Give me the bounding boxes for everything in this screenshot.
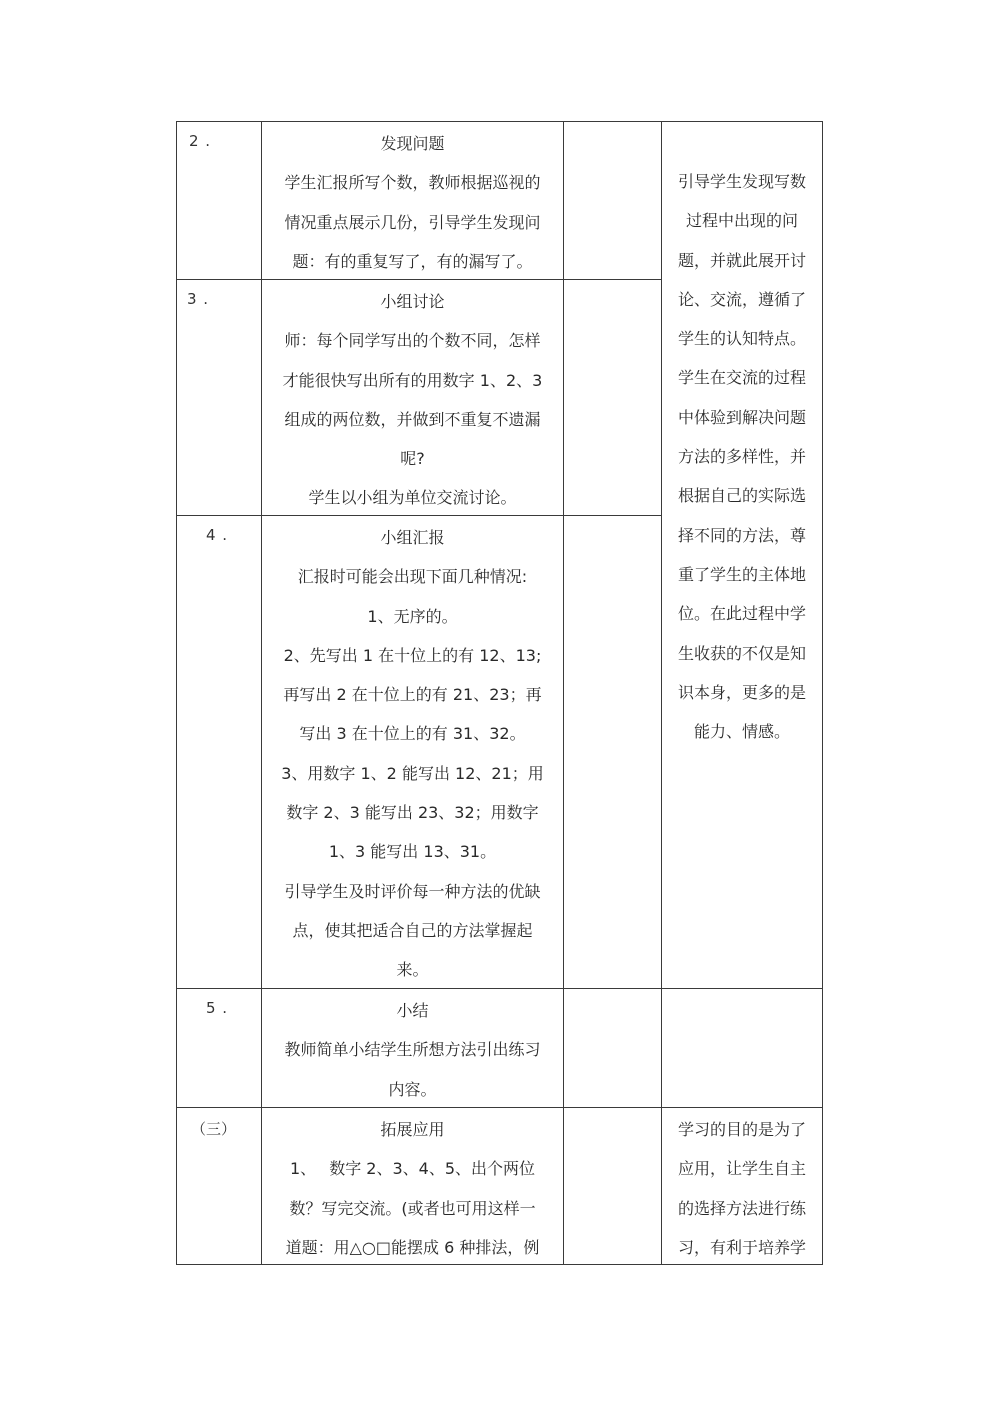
- content-line: 引导学生及时评价每一种方法的优缺: [284, 881, 541, 901]
- row-number: 5 .: [206, 999, 229, 1017]
- row-2-content-cell: [262, 122, 564, 280]
- row-title: 发现问题: [380, 134, 445, 153]
- row-5-content-cell: [262, 989, 564, 1108]
- content-line: 1、3 能写出 13、31。: [328, 842, 497, 862]
- row-2-number-cell: [177, 122, 262, 280]
- content-line: 学生汇报所写个数，教师根据巡视的: [284, 173, 541, 193]
- content-line: 数？写完交流。(或者也可用这样一: [289, 1198, 536, 1218]
- row-content: [262, 280, 563, 518]
- notes-cell-rows-2-4: [662, 122, 822, 989]
- notes-cell-row-5: [662, 989, 822, 1108]
- row-3rd-section-blank-cell: [564, 1108, 662, 1264]
- row-2-blank-cell: [564, 122, 662, 280]
- note-line: 题，并就此展开讨: [677, 250, 806, 270]
- note-line: 位。在此过程中学: [677, 604, 806, 624]
- row-3-content-cell: [262, 280, 564, 516]
- content-line: 再写出 2 在十位上的有 21、23；再: [283, 685, 542, 705]
- note-line: 论、交流，遵循了: [677, 289, 806, 309]
- notes-cell-3rd-section: [662, 1108, 822, 1264]
- content-line: 2、先写出 1 在十位上的有 12、13;: [283, 645, 542, 665]
- note-line: 过程中出现的问: [685, 211, 798, 231]
- content-line: 写出 3 在十位上的有 31、32。: [299, 724, 526, 744]
- row-3rd-section-number-cell: [177, 1108, 262, 1264]
- note-line: 择不同的方法，尊: [677, 525, 806, 545]
- row-number: 3 .: [187, 290, 210, 308]
- note-line: 生收获的不仅是知: [677, 643, 806, 663]
- content-line: 数字 2、3 能写出 23、32；用数字: [286, 803, 539, 823]
- row-4-blank-cell: [564, 516, 662, 989]
- content-line: 组成的两位数，并做到不重复不遗漏: [284, 409, 541, 429]
- row-3rd-section-content-cell: [262, 1108, 564, 1264]
- content-line: 学生以小组为单位交流讨论。: [308, 488, 517, 508]
- note-line: 学生在交流的过程: [677, 368, 806, 388]
- note-line: 习，有利于培养学: [677, 1237, 806, 1257]
- content-line: 来。: [396, 960, 429, 980]
- row-5-number-cell: [177, 989, 262, 1108]
- row-content: [262, 122, 563, 281]
- row-content: [262, 516, 563, 990]
- row-title: 小组讨论: [380, 292, 445, 311]
- content-line: 1、 数字 2、3、4、5、出个两位: [289, 1159, 536, 1179]
- row-5-blank-cell: [564, 989, 662, 1108]
- note-line: 引导学生发现写数: [677, 172, 806, 191]
- content-line: 才能很快写出所有的用数字 1、2、3: [282, 370, 543, 390]
- note-line: 方法的多样性，并: [677, 447, 806, 467]
- row-number: 2 .: [189, 132, 212, 150]
- content-line: 道题：用△○□能摆成 6 种排法，例: [285, 1237, 540, 1257]
- note-line: 应用，让学生自主: [677, 1159, 806, 1179]
- row-content: [262, 989, 563, 1109]
- row-4-number-cell: [177, 516, 262, 989]
- note-line: 中体验到解决问题: [677, 407, 806, 427]
- content-line: 师：每个同学写出的个数不同，怎样: [284, 331, 541, 351]
- note-line: 学习的目的是为了: [677, 1120, 806, 1139]
- note-line: 识本身，更多的是: [677, 682, 806, 702]
- content-line: 内容。: [388, 1079, 437, 1099]
- row-title: 小结: [396, 1001, 429, 1020]
- content-line: 点，使其把适合自己的方法掌握起: [292, 920, 533, 940]
- row-number: 4 .: [206, 526, 229, 544]
- content-line: 呢?: [400, 449, 425, 469]
- note-line: 重了学生的主体地: [677, 564, 806, 584]
- note-line: 能力、情感。: [693, 722, 790, 742]
- row-title: 拓展应用: [380, 1120, 445, 1139]
- row-number: （三）: [191, 1120, 237, 1138]
- note-line: 根据自己的实际选: [677, 486, 806, 506]
- lesson-plan-table: [176, 121, 823, 1265]
- row-title: 小组汇报: [380, 528, 445, 547]
- notes-content: [662, 1108, 822, 1267]
- row-3-blank-cell: [564, 280, 662, 516]
- content-line: 3、用数字 1、2 能写出 12、21；用: [281, 763, 544, 783]
- row-4-content-cell: [262, 516, 564, 989]
- content-line: 1、无序的。: [367, 606, 458, 626]
- notes-content: [662, 122, 822, 751]
- row-3-number-cell: [177, 280, 262, 516]
- content-line: 教师简单小结学生所想方法引出练习: [284, 1040, 541, 1060]
- note-line: 的选择方法进行练: [677, 1198, 806, 1218]
- note-line: 学生的认知特点。: [677, 329, 806, 349]
- content-line: 汇报时可能会出现下面几种情况:: [297, 567, 528, 587]
- content-line: 情况重点展示几份，引导学生发现问: [284, 212, 541, 232]
- content-line: 题：有的重复写了，有的漏写了。: [292, 251, 533, 271]
- row-content: [262, 1108, 563, 1267]
